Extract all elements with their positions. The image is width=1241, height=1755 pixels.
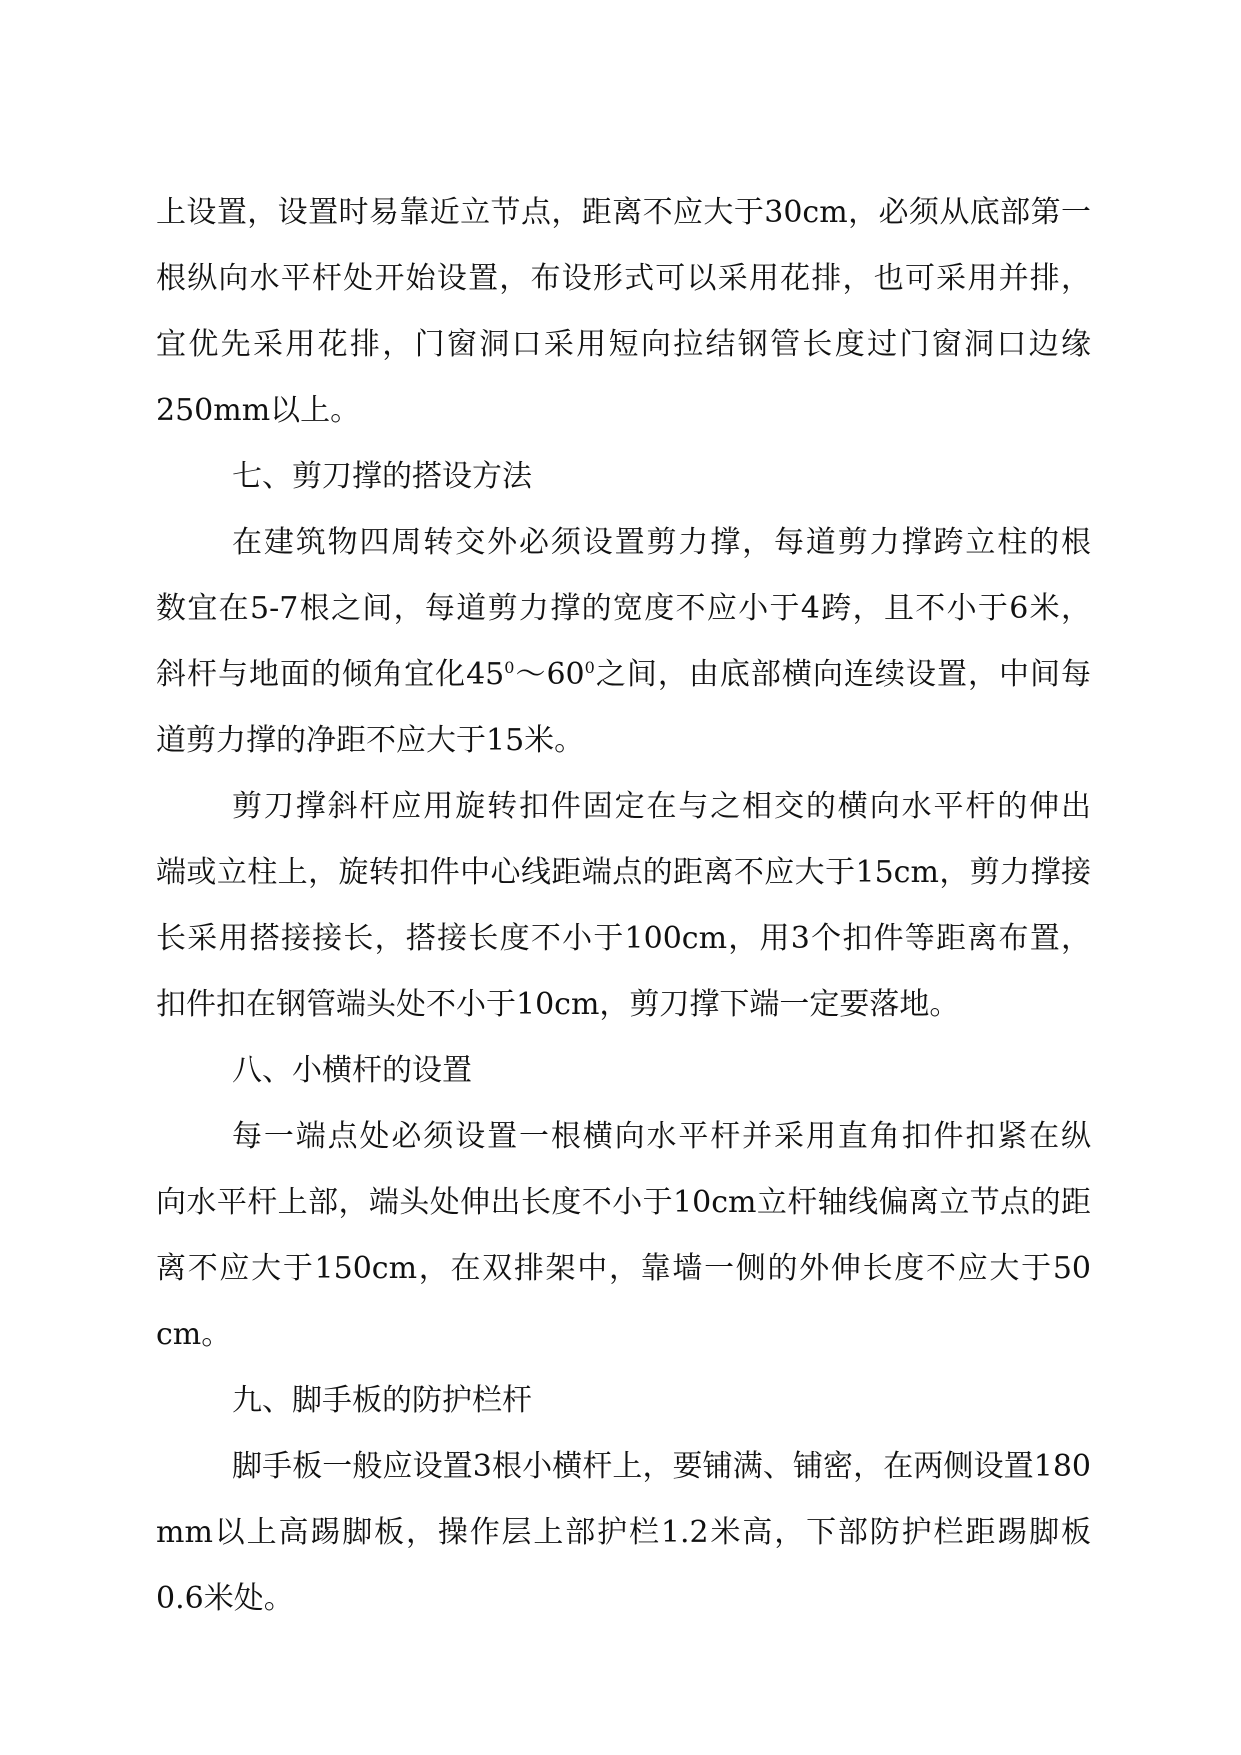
- paragraph: [156, 1434, 1091, 1632]
- paragraph: [156, 1104, 1091, 1368]
- text-line: 长采用搭接接长，搭接长度不小于100cm，用3个扣件等距离布置，: [156, 921, 1091, 956]
- text-line: mm以上高踢脚板，操作层上部护栏1.2米高，下部防护栏距踢脚板: [156, 1515, 1091, 1550]
- document-page: [156, 180, 1091, 1632]
- text-line: 脚手板一般应设置3根小横杆上，要铺满、铺密，在两侧设置180: [232, 1449, 1091, 1484]
- section-heading-9: 九、脚手板的防护栏杆: [232, 1383, 532, 1418]
- text-line: cm。: [156, 1317, 232, 1352]
- text-line: 每一端点处必须设置一根横向水平杆并采用直角扣件扣紧在纵: [232, 1119, 1091, 1154]
- paragraph: [156, 774, 1091, 1038]
- text-line: 数宜在5-7根之间，每道剪力撑的宽度不应小于4跨，且不小于6米，: [156, 591, 1091, 626]
- text-line: 离不应大于150cm，在双排架中，靠墙一侧的外伸长度不应大于50: [156, 1251, 1091, 1286]
- text-line: 250mm以上。: [156, 393, 361, 428]
- text-line-with-superscript: 斜杆与地面的倾角宜化$45^0\sim 60^0$之间，由底部横向连续设置，中间每: [156, 657, 1091, 692]
- text-line: 剪刀撑斜杆应用旋转扣件固定在与之相交的横向水平杆的伸出: [232, 789, 1091, 824]
- text-line: 向水平杆上部，端头处伸出长度不小于10cm立杆轴线偏离立节点的距: [156, 1185, 1091, 1220]
- paragraph: [156, 510, 1091, 774]
- text-line: 上设置，设置时易靠近立节点，距离不应大于30cm，必须从底部第一: [156, 195, 1091, 230]
- text-line: 扣件扣在钢管端头处不小于10cm，剪刀撑下端一定要落地。: [156, 987, 960, 1022]
- text-line: 在建筑物四周转交外必须设置剪力撑，每道剪力撑跨立柱的根: [232, 525, 1091, 560]
- paragraph-continuation: [156, 180, 1091, 444]
- section-heading-8: 八、小横杆的设置: [232, 1053, 472, 1088]
- text-line: 0.6米处。: [156, 1581, 294, 1616]
- text-line: 根纵向水平杆处开始设置，布设形式可以采用花排，也可采用并排，: [156, 261, 1091, 296]
- text-line: 道剪力撑的净距不应大于15米。: [156, 723, 585, 758]
- section-heading-7: 七、剪刀撑的搭设方法: [232, 459, 532, 494]
- text-line: 宜优先采用花排，门窗洞口采用短向拉结钢管长度过门窗洞口边缘: [156, 327, 1091, 362]
- text-line: 端或立柱上，旋转扣件中心线距端点的距离不应大于15cm，剪力撑接: [156, 855, 1091, 890]
